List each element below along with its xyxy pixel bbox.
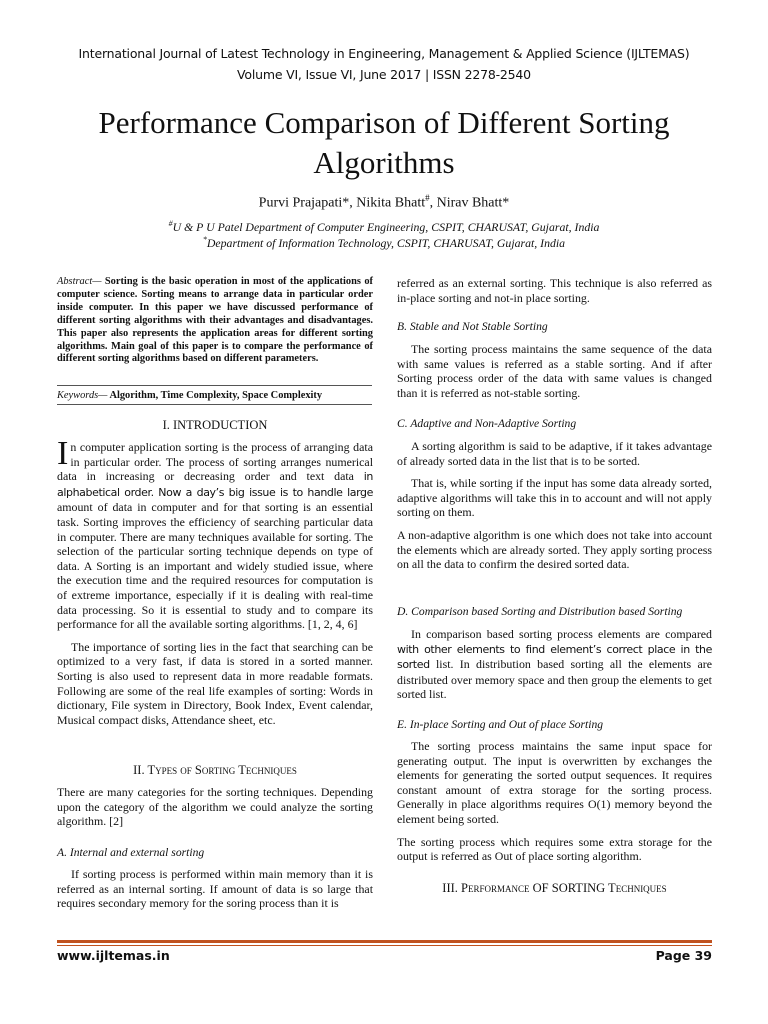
footer-rule-thick <box>57 940 712 943</box>
keywords-label: Keywords— <box>57 390 108 401</box>
subsection-d-paragraph <box>397 627 712 702</box>
subsection-b-heading: B. Stable and Not Stable Sorting <box>397 320 548 333</box>
intro-dropcap: I <box>57 435 69 472</box>
intro-p1-b: amount of data in computer and for that sorting is an essential task. Sorting improves the efficiency of searching particular data in computer. There are many techniques available for sorting. The selection of the particular sorting technique depends on type of data. A Sorting is an important and widely studied issue, where the execution time and the required resources for computation is of extreme importance, especially if it is dealing with real-time data processing. So it is essential to study and to compare its performance for all the available sorting algorithms. [1, 2, 4, 6] <box>57 500 373 632</box>
subsection-a-heading: A. Internal and external sorting <box>57 846 205 859</box>
authors-names: Purvi Prajapati*, Nikita Bhatt <box>258 195 426 211</box>
journal-name: International Journal of Latest Technology in Engineering, Management & Applied Science (IJLTEMAS) <box>78 46 690 61</box>
footer-rule-thin <box>57 945 712 946</box>
section-performance-text: Performance OF SORTING Techniques <box>461 881 667 895</box>
types-paragraph: There are many categories for the sorting techniques. Depending upon the category of the algorithm we could analyze the sorting algorithm. [2] <box>57 785 373 829</box>
subsection-d-p-a: In comparison based sorting process elements are compared <box>411 627 712 641</box>
section-types-text: II. Types of Sorting Techniques <box>133 763 297 777</box>
page-number: Page 39 <box>655 948 712 963</box>
affiliation-2 <box>0 235 768 251</box>
introduction-body <box>57 435 373 727</box>
subsection-d-p-b: list. In distribution based sorting all the elements are distributed over memory space and then group the elements to get sorted list. <box>397 657 712 702</box>
authors-sup: # <box>425 193 430 203</box>
keywords-divider <box>57 404 372 405</box>
subsection-c-heading: C. Adaptive and Non-Adaptive Sorting <box>397 417 577 430</box>
section-performance-number: III. <box>442 881 462 895</box>
affiliation-1-text: U & P U Patel Department of Computer Engineering, CSPIT, CHARUSAT, Gujarat, India <box>172 219 600 234</box>
section-introduction-heading: I. INTRODUCTION <box>162 418 268 432</box>
keywords <box>57 389 373 404</box>
intro-p1-sans: in alphabetical order. Now a day’s big issue is to handle large <box>57 470 373 499</box>
authors-tail: , Nirav Bhatt* <box>429 195 510 211</box>
subsection-a-paragraph: If sorting process is performed within main memory than it is referred as an internal sorting. If amount of data is so large that requires secondary memory for the soring process than it is <box>57 867 373 911</box>
affiliation-2-text: Department of Information Technology, CSPIT, CHARUSAT, Gujarat, India <box>206 235 566 250</box>
subsection-d-p-sans: with other elements to find element’s correct place in the sorted <box>397 642 712 672</box>
subsection-e-body <box>397 739 712 864</box>
footer-website-link[interactable]: www.ijltemas.in <box>57 948 170 963</box>
right-p0: referred as an external sorting. This technique is also referred as in-place sorting and not-in place sorting. <box>397 276 712 305</box>
affiliation-1 <box>0 219 768 235</box>
subsection-c-paragraph-2: That is, while sorting if the input has some data already sorted, adaptive algorithms will take this in to account and will not apply sorting on them. <box>397 476 712 520</box>
section-performance-heading <box>397 881 712 896</box>
title-line-2: Algorithms <box>313 145 455 180</box>
intro-p1-a: n computer application sorting is the process of arranging data in particular order. The process of sorting arranges numerical data in increasing or decreasing order and text data <box>57 440 373 484</box>
abstract-divider <box>57 385 372 386</box>
affiliation-2-sup: * <box>202 235 207 244</box>
subsection-c-paragraph-1: A sorting algorithm is said to be adaptive, if it takes advantage of already sorted data in the list that is to be sorted. <box>397 439 712 468</box>
subsection-e-paragraph-1: The sorting process maintains the same input space for generating output. The input is overwritten by exchanges the elements for generating the sorted output sequences. It requires constant amount of extra storage for the sorting process. Generally in place algorithms requires O(1) memory beyond the element being sorted. <box>397 739 712 826</box>
subsection-c-paragraph-3: A non-adaptive algorithm is one which does not take into account the elements which are already sorted. They apply sorting process on all the data to confirm the desired sorted data. <box>397 527 712 572</box>
journal-volume: Volume VI, Issue VI, June 2017 | ISSN 2278-2540 <box>237 67 531 82</box>
intro-paragraph-1 <box>57 435 373 632</box>
abstract <box>57 276 373 366</box>
authors <box>0 193 768 212</box>
subsection-d-heading: D. Comparison based Sorting and Distribution based Sorting <box>397 605 683 618</box>
keywords-text: Algorithm, Time Complexity, Space Complexity <box>107 390 323 401</box>
section-types-heading <box>57 763 373 778</box>
paper-title <box>60 103 708 183</box>
title-line-1: Performance Comparison of Different Sorting <box>98 105 670 140</box>
subsection-c-body <box>397 439 712 572</box>
affiliation-1-sup: # <box>168 219 173 228</box>
abstract-text: Sorting is the basic operation in most of the applications of computer science. Sorting means to arrange data in particular order inside computer. In this paper we have discussed performance of different sorting algorithms with their advantages and disadvantages. This paper also represents the application areas for different sorting algorithms. Main goal of this paper is to compare the performance of different sorting algorithms based on different parameters. <box>57 276 373 365</box>
abstract-label: Abstract— <box>57 276 102 287</box>
subsection-b-paragraph: The sorting process maintains the same sequence of the data with same values is referred as a stable sorting. And if after Sorting process order of the data with same values is changed than it is referred as not-stable sorting. <box>397 342 712 400</box>
subsection-e-paragraph-2: The sorting process which requires some extra storage for the output is referred as Out of place sorting algorithm. <box>397 834 712 864</box>
left-column <box>57 276 373 366</box>
intro-paragraph-2: The importance of sorting lies in the fact that searching can be optimized to a very fast, if data is stored in a sorted manner. Sorting is also used to represent data in more readable formats. Following are some of the real life examples of sorting: Words in dictionary, File system in Directory, Book Index, Event calendar, Musical compact disks, Attendance sheet, etc. <box>57 639 373 727</box>
subsection-e-heading: E. In-place Sorting and Out of place Sorting <box>397 718 604 731</box>
